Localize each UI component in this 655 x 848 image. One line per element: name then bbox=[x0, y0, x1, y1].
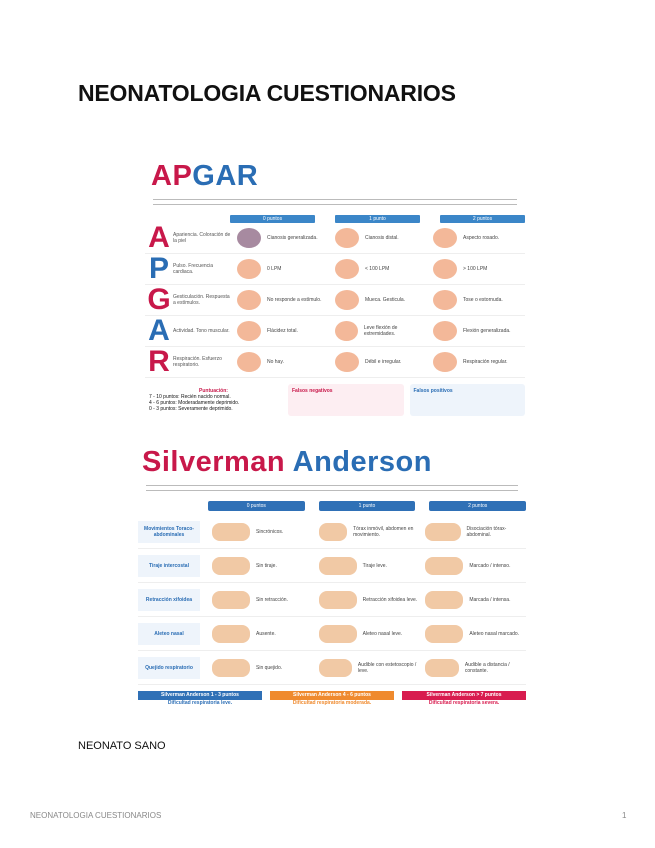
silverman-cell bbox=[313, 591, 420, 609]
silverman-cell-text: Sin tiraje. bbox=[256, 562, 277, 569]
result-text: Dificultad respiratoria moderada. bbox=[292, 700, 372, 706]
result-text: Dificultad respiratoria severa. bbox=[428, 700, 500, 706]
apgar-row-label: Respiración. Esfuerzo respiratorio. bbox=[173, 356, 222, 368]
apgar-cell-text: Débil e irregular. bbox=[365, 359, 402, 365]
baby-illustration-icon bbox=[433, 352, 457, 372]
silverman-infographic: Silverman Anderson 0 puntos 1 punto 2 puntos Movimientos Toraco-abdominales Sincrónicos. Tórax inmóvil, abdomen en movimiento. Disociación tórax-abdominal. Tiraje intercostal Sin tiraje. Tiraje leve. Marcado / intenso. Retracción xifoidea Sin retracción. Retracción xifoidea leve. Marcada / intensa. Aleteo nasal Ausente. Aleteo nasal leve. Aleteo nasal marcado. Quejido respiratorio Sin quejido. Audible con estetoscopio / leve. Audible a distancia / constante. Silverman Anderson 1 - 3 puntos Dificultad respiratoria leve. Silverman Anderson 4 - 6 puntos Dificultad respiratoria moderada. Silverman Anderson > 7 puntos Dificultad respiratoria severa. bbox=[138, 446, 526, 721]
infant-illustration-icon bbox=[212, 557, 250, 575]
silverman-row bbox=[138, 617, 526, 651]
silverman-cell-text: Aleteo nasal marcado. bbox=[469, 630, 520, 637]
apgar-row bbox=[145, 223, 525, 254]
silverman-cell bbox=[419, 557, 526, 575]
apgar-rows bbox=[145, 223, 525, 378]
silverman-result bbox=[402, 691, 526, 706]
baby-illustration-icon bbox=[335, 290, 359, 310]
silverman-cell-text: Marcado / intenso. bbox=[469, 562, 511, 569]
silverman-row bbox=[138, 515, 526, 549]
infant-illustration-icon bbox=[425, 523, 460, 541]
apgar-header: 0 puntos bbox=[230, 215, 315, 223]
apgar-row-label: Gesticulación. Respuesta a estímulos. bbox=[173, 294, 230, 306]
apgar-cell bbox=[329, 228, 427, 248]
silverman-cell bbox=[313, 659, 420, 677]
apgar-cell bbox=[231, 228, 329, 248]
apgar-cell bbox=[427, 228, 525, 248]
silverman-row-label: Aleteo nasal bbox=[138, 623, 200, 645]
apgar-cell-text: 0 LPM bbox=[267, 266, 282, 272]
apgar-cell-text: No hay. bbox=[267, 359, 284, 365]
result-head: Silverman Anderson 4 - 6 puntos bbox=[270, 691, 394, 700]
apgar-cell bbox=[329, 259, 427, 279]
apgar-cell bbox=[329, 321, 427, 341]
silverman-cell bbox=[313, 557, 420, 575]
infant-illustration-icon bbox=[319, 523, 347, 541]
silverman-cell-text: Retracción xifoidea leve. bbox=[362, 596, 418, 603]
silverman-row-label: Tiraje intercostal bbox=[138, 555, 200, 577]
apgar-headers bbox=[230, 215, 525, 223]
infant-illustration-icon bbox=[212, 523, 250, 541]
infant-illustration-icon bbox=[425, 625, 463, 643]
silverman-cell-text: Disociación tórax-abdominal. bbox=[466, 525, 507, 538]
apgar-cell bbox=[427, 290, 525, 310]
silverman-cell-text: Tiraje leve. bbox=[362, 562, 387, 569]
silverman-cell bbox=[206, 523, 313, 541]
apgar-cell-text: No responde a estímulo. bbox=[267, 297, 322, 303]
apgar-cell bbox=[231, 290, 329, 310]
silverman-cell-text: Sin quejido. bbox=[256, 664, 283, 671]
silverman-header: 0 puntos bbox=[208, 501, 305, 511]
silverman-cell-text: Sin retracción. bbox=[256, 596, 288, 603]
infant-illustration-icon bbox=[212, 625, 250, 643]
silverman-result bbox=[138, 691, 262, 706]
silverman-header: 1 punto bbox=[319, 501, 416, 511]
silverman-cell bbox=[419, 625, 526, 643]
silverman-cell bbox=[206, 591, 313, 609]
silverman-cell-text: Audible con estetoscopio / leve. bbox=[357, 661, 417, 674]
apgar-cell-text: Flácidez total. bbox=[267, 328, 298, 334]
apgar-row bbox=[145, 285, 525, 316]
result-head: Silverman Anderson 1 - 3 puntos bbox=[138, 691, 262, 700]
silverman-cell bbox=[206, 557, 313, 575]
infant-illustration-icon bbox=[212, 591, 250, 609]
silverman-cell-text: Tórax inmóvil, abdomen en movimiento. bbox=[353, 525, 414, 538]
result-text: Dificultad respiratoria leve. bbox=[167, 700, 233, 706]
baby-illustration-icon bbox=[237, 290, 261, 310]
apgar-header: 2 puntos bbox=[440, 215, 525, 223]
baby-illustration-icon bbox=[335, 352, 359, 372]
silverman-row bbox=[138, 583, 526, 617]
baby-illustration-icon bbox=[237, 321, 261, 341]
footer-title: NEONATOLOGIA CUESTIONARIOS bbox=[30, 811, 162, 820]
infant-illustration-icon bbox=[425, 591, 463, 609]
apgar-cell-text: > 100 LPM bbox=[463, 266, 488, 272]
apgar-cell-text: Tose o estornuda. bbox=[463, 297, 503, 303]
apgar-cell bbox=[231, 321, 329, 341]
page-number: 1 bbox=[622, 811, 627, 820]
silverman-row bbox=[138, 651, 526, 685]
silverman-cell-text: Aleteo nasal leve. bbox=[362, 630, 403, 637]
baby-illustration-icon bbox=[335, 259, 359, 279]
apgar-letter: R bbox=[148, 345, 170, 378]
apgar-header: 1 punto bbox=[335, 215, 420, 223]
baby-illustration-icon bbox=[335, 228, 359, 248]
silverman-row-label: Retracción xifoidea bbox=[138, 589, 200, 611]
apgar-cell bbox=[427, 259, 525, 279]
result-head: Silverman Anderson > 7 puntos bbox=[402, 691, 526, 700]
apgar-cell-text: Cianosis distal. bbox=[365, 235, 399, 241]
infant-illustration-icon bbox=[319, 659, 352, 677]
silverman-cell bbox=[313, 523, 420, 541]
baby-illustration-icon bbox=[237, 228, 261, 248]
apgar-title: APGAR bbox=[151, 160, 259, 192]
baby-illustration-icon bbox=[433, 321, 457, 341]
apgar-letter: G bbox=[147, 283, 171, 316]
apgar-cell bbox=[329, 352, 427, 372]
silverman-cell bbox=[206, 625, 313, 643]
silverman-cell bbox=[313, 625, 420, 643]
baby-illustration-icon bbox=[433, 290, 457, 310]
apgar-cell bbox=[427, 321, 525, 341]
silverman-cell bbox=[206, 659, 313, 677]
apgar-cell bbox=[231, 352, 329, 372]
apgar-infographic bbox=[145, 160, 525, 430]
apgar-row bbox=[145, 347, 525, 378]
infant-illustration-icon bbox=[319, 625, 357, 643]
infant-illustration-icon bbox=[319, 557, 357, 575]
baby-illustration-icon bbox=[237, 352, 261, 372]
baby-illustration-icon bbox=[237, 259, 261, 279]
apgar-letter: A bbox=[148, 314, 170, 347]
infant-illustration-icon bbox=[425, 659, 459, 677]
apgar-cell-text: Respiración regular. bbox=[463, 359, 508, 365]
apgar-cell-text: < 100 LPM bbox=[365, 266, 390, 272]
apgar-cell-text: Leve flexión de extremidades. bbox=[363, 325, 398, 337]
apgar-row-label: Apariencia. Coloración de la piel bbox=[173, 232, 231, 244]
apgar-cell bbox=[427, 352, 525, 372]
silverman-cell-text: Ausente. bbox=[256, 630, 276, 637]
apgar-footer: Puntuación: 7 - 10 puntos: Recién nacido normal. 4 - 6 puntos: Moderadamente deprimido. 0 - 3 puntos: Severamente deprimido. Falsos negativos Falsos positivos bbox=[145, 384, 525, 416]
silverman-row-label: Quejido respiratorio bbox=[138, 657, 200, 679]
silverman-row bbox=[138, 549, 526, 583]
caption: NEONATO SANO bbox=[78, 740, 166, 752]
silverman-cell-text: Audible a distancia / constante. bbox=[464, 661, 510, 674]
silverman-result bbox=[270, 691, 394, 706]
apgar-cell bbox=[329, 290, 427, 310]
apgar-cell-text: Flexión generalizada. bbox=[463, 328, 511, 334]
apgar-row-label: Pulso. Frecuencia cardiaca. bbox=[173, 263, 214, 275]
apgar-cell-text: Cianosis generalizada. bbox=[267, 235, 318, 241]
silverman-cell-text: Sincrónicos. bbox=[256, 528, 284, 535]
apgar-row bbox=[145, 254, 525, 285]
baby-illustration-icon bbox=[433, 228, 457, 248]
apgar-letter: P bbox=[148, 252, 169, 285]
silverman-row-label: Movimientos Toraco-abdominales bbox=[138, 521, 200, 543]
silverman-cell bbox=[419, 591, 526, 609]
apgar-cell-text: Aspecto rosado. bbox=[463, 235, 500, 241]
infant-illustration-icon bbox=[212, 659, 250, 677]
silverman-header: 2 puntos bbox=[429, 501, 526, 511]
apgar-cell-text: Mueca. Gesticula. bbox=[365, 297, 406, 303]
silverman-cell bbox=[419, 523, 526, 541]
silverman-intro bbox=[146, 485, 518, 495]
baby-illustration-icon bbox=[335, 321, 358, 341]
silverman-cell bbox=[419, 659, 526, 677]
baby-illustration-icon bbox=[433, 259, 457, 279]
apgar-cell bbox=[231, 259, 329, 279]
apgar-row-label: Actividad. Tono muscular. bbox=[173, 328, 230, 334]
infant-illustration-icon bbox=[319, 591, 357, 609]
infant-illustration-icon bbox=[425, 557, 463, 575]
apgar-letter: A bbox=[148, 221, 170, 254]
apgar-intro bbox=[153, 199, 517, 209]
page-title: NEONATOLOGIA CUESTIONARIOS bbox=[78, 80, 456, 106]
silverman-cell-text: Marcada / intensa. bbox=[469, 596, 511, 603]
apgar-row bbox=[145, 316, 525, 347]
